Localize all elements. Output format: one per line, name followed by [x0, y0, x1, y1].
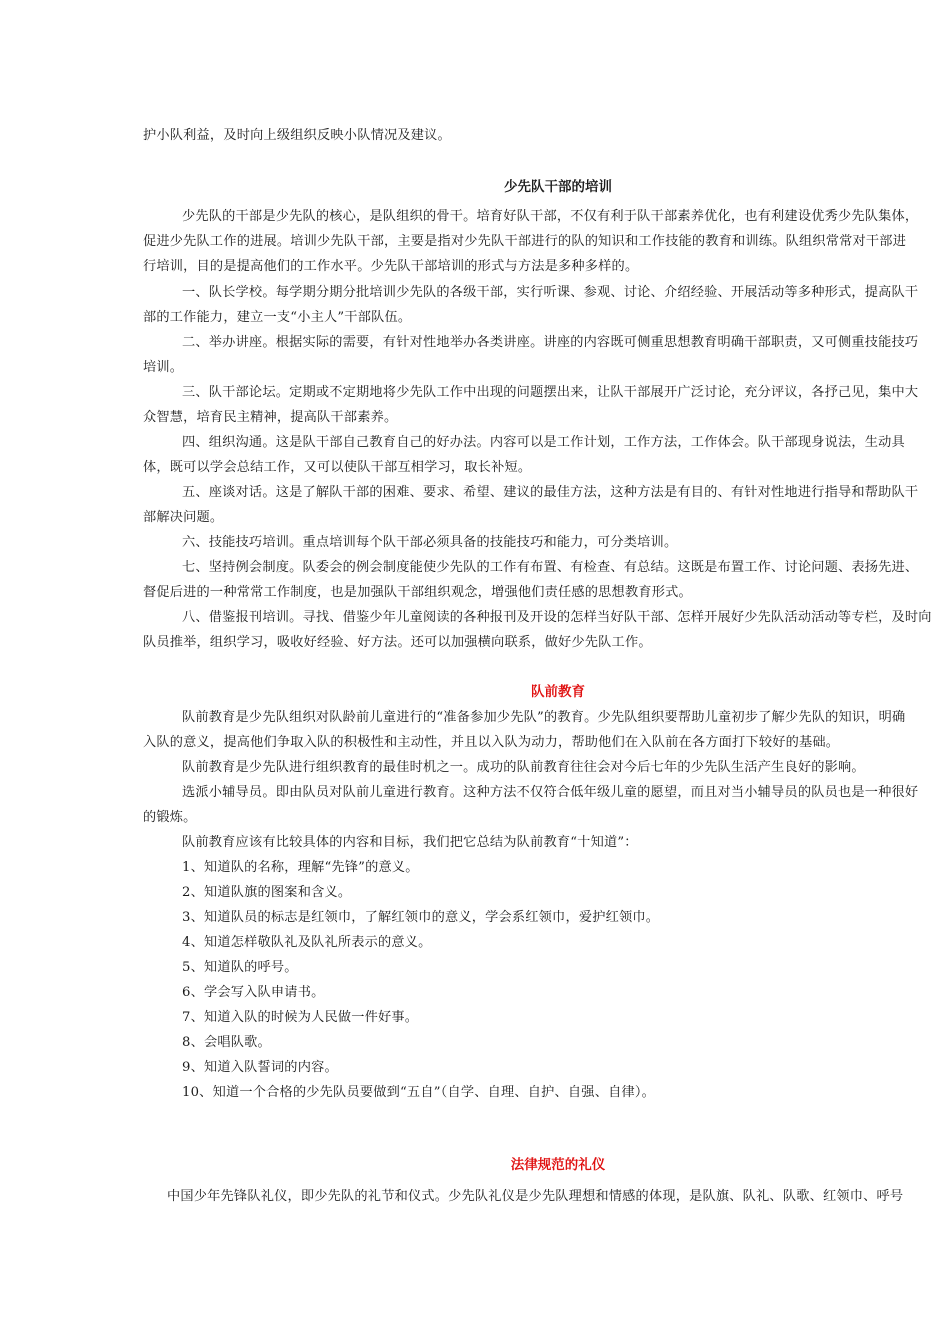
- list-item: 8、会唱队歌。: [182, 1035, 271, 1050]
- list-item: 5、知道队的呼号。: [182, 960, 298, 975]
- list-item: 6、学会写入队申请书。: [182, 985, 325, 1000]
- paragraph-line: 入队的意义，提高他们争取入队的积极性和主动性，并且以入队为动力，帮助他们在入队前在各方面打下较好的基础。: [143, 735, 840, 750]
- list-item: 4、知道怎样敬队礼及队礼所表示的意义。: [182, 935, 432, 950]
- paragraph-line: 部的工作能力，建立一支“小主人”干部队伍。: [143, 310, 412, 325]
- paragraph-line: 队前教育应该有比较具体的内容和目标，我们把它总结为队前教育“十知道”：: [182, 835, 638, 850]
- list-item: 9、知道入队誓词的内容。: [182, 1060, 338, 1075]
- section-title-cadre-training: 少先队干部的培训: [504, 179, 612, 195]
- paragraph-line: 众智慧，培育民主精神，提高队干部素养。: [143, 410, 398, 425]
- list-item: 3、知道队员的标志是红领巾，了解红领巾的意义，学会系红领巾，爱护红领巾。: [182, 910, 660, 925]
- paragraph-line: 七、坚持例会制度。队委会的例会制度能使少先队的工作有布置、有检查、有总结。这既是布置工作、讨论问题、表扬先进、: [182, 560, 919, 575]
- list-item: 7、知道入队的时候为人民做一件好事。: [182, 1010, 419, 1025]
- section-title-etiquette: 法律规范的礼仪: [510, 1157, 606, 1173]
- list-item: 1、知道队的名称，理解“先锋”的意义。: [182, 860, 419, 875]
- paragraph-line: 八、借鉴报刊培训。寻找、借鉴少年儿童阅读的各种报刊及开设的怎样当好队干部、怎样开展好少先队活动活动等专栏，及时向: [182, 610, 932, 625]
- paragraph-line: 队前教育是少先队组织对队龄前儿童进行的“准备参加少先队”的教育。少先队组织要帮助儿童初步了解少先队的知识，明确: [182, 710, 906, 725]
- paragraph-line: 一、队长学校。每学期分期分批培训少先队的各级干部，实行听课、参观、讨论、介绍经验、开展活动等多种形式，提高队干: [182, 285, 919, 300]
- list-item: 10、知道一个合格的少先队员要做到“五自”（自学、自理、自护、自强、自律）。: [182, 1085, 656, 1100]
- paragraph-line: 部解决问题。: [143, 510, 224, 525]
- paragraph-line: 行培训，目的是提高他们的工作水平。少先队干部培训的形式与方法是多种多样的。: [143, 259, 639, 274]
- paragraph-line: 选派小辅导员。即由队员对队前儿童进行教育。这种方法不仅符合低年级儿童的愿望，而且对当小辅导员的队员也是一种很好: [182, 785, 919, 800]
- paragraph-line: 的锻炼。: [143, 810, 197, 825]
- paragraph-line: 五、座谈对话。这是了解队干部的困难、要求、希望、建议的最佳方法，这种方法是有目的、有针对性地进行指导和帮助队干: [182, 485, 919, 500]
- section-title-pre-team-education: 队前教育: [531, 684, 585, 700]
- paragraph-line: 队前教育是少先队进行组织教育的最佳时机之一。成功的队前教育往往会对今后七年的少先队生活产生良好的影响。: [182, 760, 865, 775]
- paragraph-line: 中国少年先锋队礼仪，即少先队的礼节和仪式。少先队礼仪是少先队理想和情感的体现，是队旗、队礼、队歌、红领巾、呼号: [167, 1189, 904, 1204]
- list-item: 2、知道队旗的图案和含义。: [182, 885, 352, 900]
- paragraph-line: 培训。: [143, 360, 184, 375]
- paragraph-line: 队员推举，组织学习，吸收好经验、好方法。还可以加强横向联系，做好少先队工作。: [143, 635, 652, 650]
- paragraph-line: 体，既可以学会总结工作，又可以使队干部互相学习，取长补短。: [143, 460, 532, 475]
- paragraph-line: 少先队的干部是少先队的核心，是队组织的骨干。培育好队干部，不仅有利于队干部素养优化，也有利建设优秀少先队集体，: [182, 209, 919, 224]
- paragraph-line: 三、队干部论坛。定期或不定期地将少先队工作中出现的问题摆出来，让队干部展开广泛讨论，充分评议，各抒己见，集中大: [182, 385, 919, 400]
- paragraph-line: 督促后进的一种常常工作制度，也是加强队干部组织观念，增强他们责任感的思想教育形式。: [143, 585, 692, 600]
- paragraph-line: 二、举办讲座。根据实际的需要，有针对性地举办各类讲座。讲座的内容既可侧重思想教育明确干部职责，又可侧重技能技巧: [182, 335, 919, 350]
- paragraph-line: 四、组织沟通。这是队干部自己教育自己的好办法。内容可以是工作计划，工作方法，工作体会。队干部现身说法，生动具: [182, 435, 905, 450]
- paragraph-line: 促进少先队工作的进展。培训少先队干部，主要是指对少先队干部进行的队的知识和工作技能的教育和训练。队组织常常对干部进: [143, 234, 907, 249]
- intro-line: 护小队利益，及时向上级组织反映小队情况及建议。: [143, 128, 451, 143]
- paragraph-line: 六、技能技巧培训。重点培训每个队干部必须具备的技能技巧和能力，可分类培训。: [182, 535, 678, 550]
